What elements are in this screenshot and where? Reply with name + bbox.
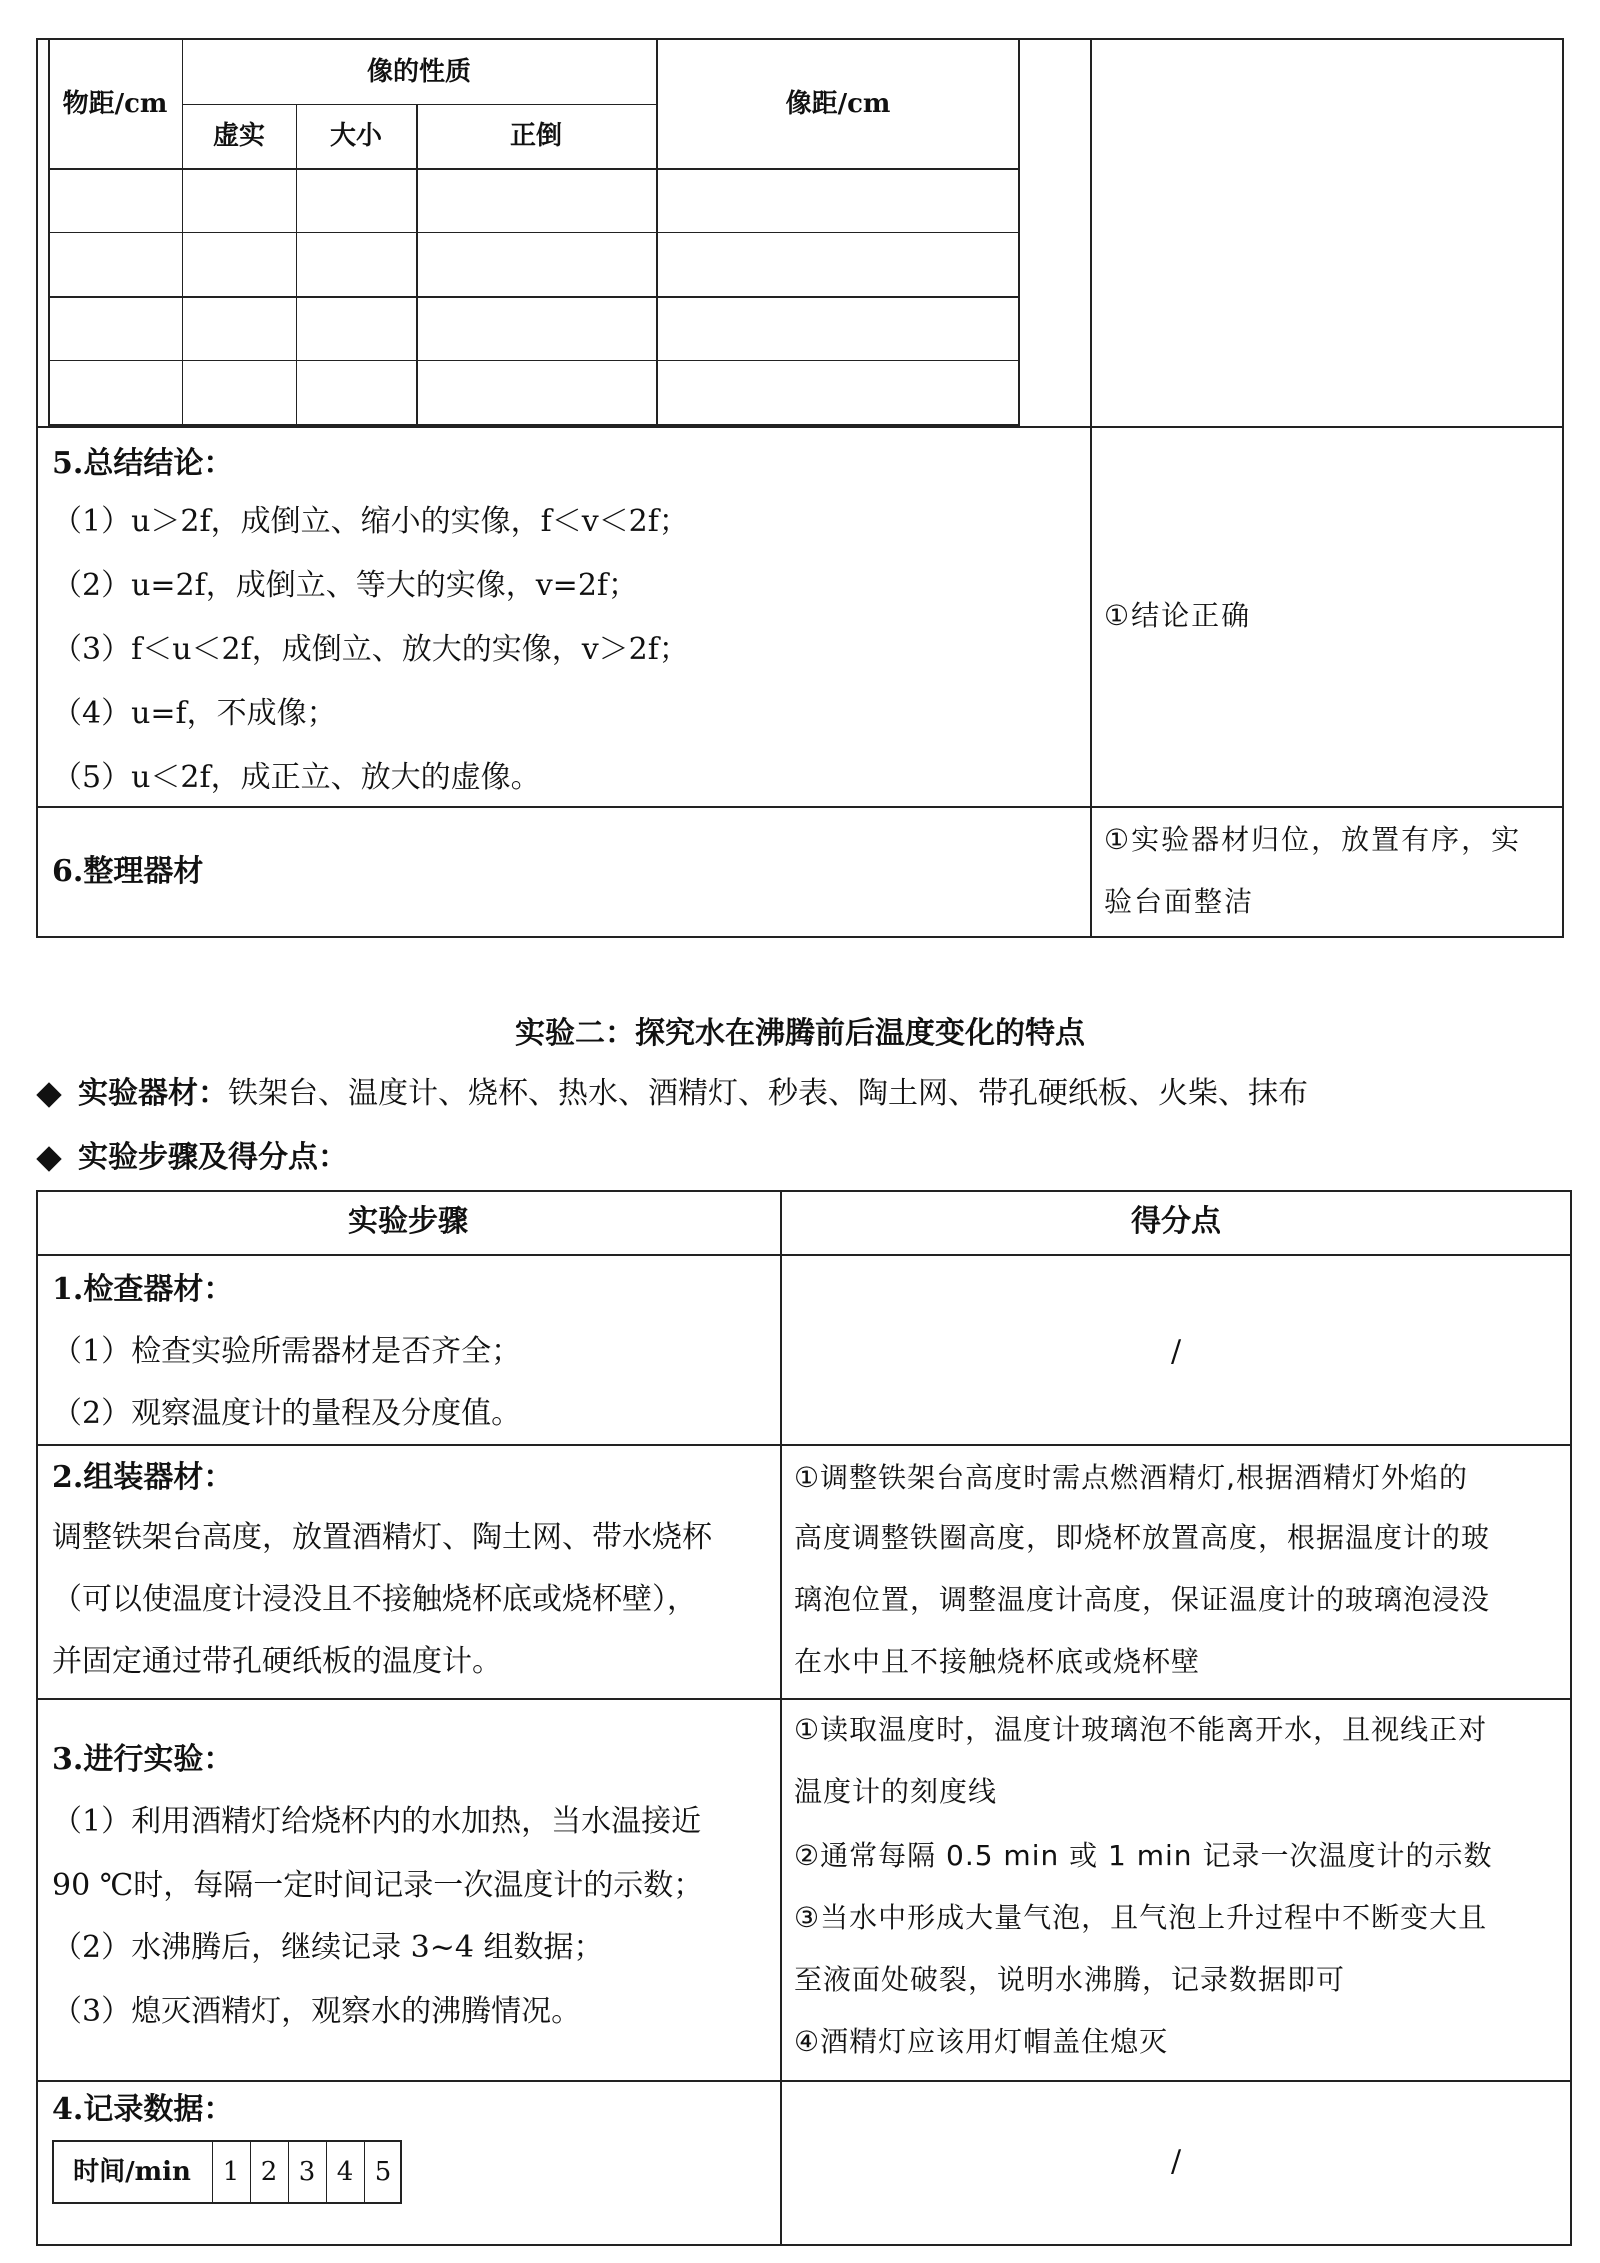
steps-line xyxy=(40,1138,348,1178)
summary-line-4: （4）u=f，不成像； xyxy=(52,696,337,731)
summary-line-2: （2）u=2f，成倒立、等大的实像，v=2f； xyxy=(52,568,639,603)
row2-score-line-2: 高度调整铁圈高度，即烧杯放置高度，根据温度计的玻 xyxy=(794,1521,1491,1554)
diamond-bullet-icon xyxy=(36,1082,61,1107)
summary-title: 5.总结结论： xyxy=(52,446,234,481)
organize-title: 6.整理器材 xyxy=(52,854,204,889)
equipment-text: 铁架台、温度计、烧杯、热水、酒精灯、秒表、陶土网、带孔硬纸板、火柴、抹布 xyxy=(228,1076,1308,1111)
time-value: 5 xyxy=(374,2157,392,2187)
header-object-distance: 物距/cm xyxy=(62,89,168,119)
header-orientation: 正倒 xyxy=(509,121,562,151)
row3-score-line-1: ①读取温度时，温度计玻璃泡不能离开水，且视线正对 xyxy=(794,1713,1488,1746)
summary-score: ①结论正确 xyxy=(1104,599,1252,632)
time-label: 时间/min xyxy=(73,2157,191,2187)
row3-score-line-6: ④酒精灯应该用灯帽盖住熄灭 xyxy=(794,2025,1169,2058)
row3-line-3: （2）水沸腾后，继续记录 3~4 组数据； xyxy=(52,1930,604,1965)
time-value: 4 xyxy=(336,2157,354,2187)
equipment-line xyxy=(40,1074,1308,1114)
row3-line-2: 90 ℃时，每隔一定时间记录一次温度计的示数； xyxy=(52,1868,704,1903)
row2-score-line-3: 璃泡位置，调整温度计高度，保证温度计的玻璃泡浸没 xyxy=(794,1583,1491,1616)
row3-title: 3.进行实验： xyxy=(52,1742,234,1777)
header-size: 大小 xyxy=(329,121,382,151)
steps-header-score: 得分点 xyxy=(1131,1204,1221,1239)
row2-title: 2.组装器材： xyxy=(52,1460,234,1495)
time-value: 2 xyxy=(260,2157,278,2187)
equipment-label: 实验器材： xyxy=(78,1076,228,1111)
row4-score: / xyxy=(1170,2144,1182,2179)
diamond-bullet-icon xyxy=(36,1146,61,1171)
row3-line-1: （1）利用酒精灯给烧杯内的水加热，当水温接近 xyxy=(52,1804,702,1839)
row3-line-4: （3）熄灭酒精灯，观察水的沸腾情况。 xyxy=(52,1994,582,2029)
row4-title: 4.记录数据： xyxy=(52,2092,234,2127)
experiment2-title: 实验二：探究水在沸腾前后温度变化的特点 xyxy=(515,1016,1085,1051)
organize-score-line-1: ①实验器材归位，放置有序，实 xyxy=(1104,823,1522,856)
steps-label: 实验步骤及得分点： xyxy=(78,1140,348,1175)
row2-line-2: （可以使温度计浸没且不接触烧杯底或烧杯壁）， xyxy=(52,1582,697,1617)
row2-score-line-1: ①调整铁架台高度时需点燃酒精灯,根据酒精灯外焰的 xyxy=(794,1461,1469,1494)
row3-score-line-4: ③当水中形成大量气泡，且气泡上升过程中不断变大且 xyxy=(794,1901,1488,1934)
time-value: 1 xyxy=(222,2157,240,2187)
row3-score-line-2: 温度计的刻度线 xyxy=(794,1775,998,1808)
summary-line-5: （5）u＜2f，成正立、放大的虚像。 xyxy=(52,760,541,795)
row1-title: 1.检查器材： xyxy=(52,1272,234,1307)
row1-line-2: （2）观察温度计的量程及分度值。 xyxy=(52,1396,522,1431)
header-image-distance: 像距/cm xyxy=(785,89,891,119)
time-value: 3 xyxy=(298,2157,316,2187)
header-image-property: 像的性质 xyxy=(366,57,471,87)
row3-score-line-3: ②通常每隔 0.5 min 或 1 min 记录一次温度计的示数 xyxy=(794,1839,1493,1872)
summary-line-3: （3）f＜u＜2f，成倒立、放大的实像，v＞2f； xyxy=(52,632,689,667)
steps-header-step: 实验步骤 xyxy=(348,1204,468,1239)
summary-line-1: （1）u＞2f，成倒立、缩小的实像，f＜v＜2f； xyxy=(52,504,689,539)
row1-score: / xyxy=(1170,1334,1182,1369)
row2-line-1: 调整铁架台高度，放置酒精灯、陶土网、带水烧杯 xyxy=(52,1520,712,1555)
organize-score-line-2: 验台面整洁 xyxy=(1104,885,1255,918)
row2-line-3: 并固定通过带孔硬纸板的温度计。 xyxy=(52,1644,502,1679)
row2-score-line-4: 在水中且不接触烧杯底或烧杯壁 xyxy=(794,1645,1201,1678)
header-real-virtual: 虚实 xyxy=(212,121,265,151)
row1-line-1: （1）检查实验所需器材是否齐全； xyxy=(52,1334,522,1369)
row3-score-line-5: 至液面处破裂，说明水沸腾，记录数据即可 xyxy=(794,1963,1346,1996)
